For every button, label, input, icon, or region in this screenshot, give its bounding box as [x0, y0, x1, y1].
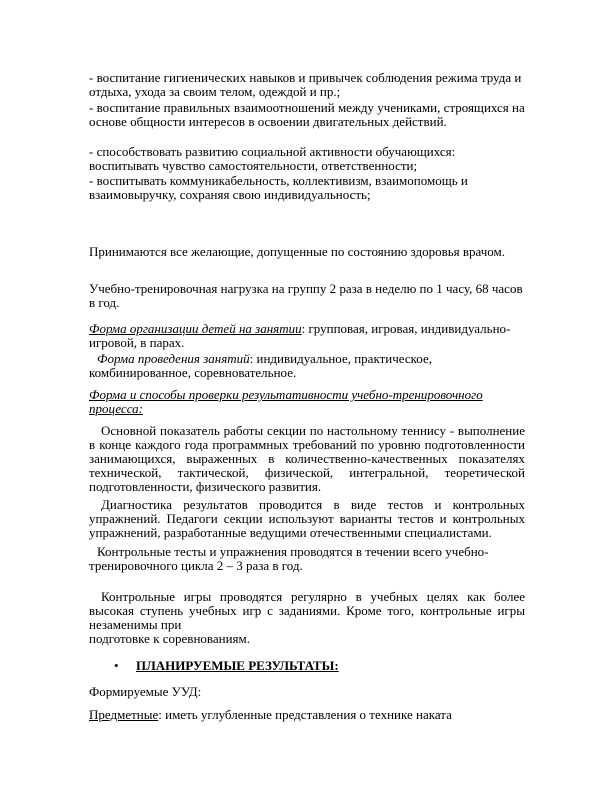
- goal-item-3: - способствовать развитию социальной активности обучающихся: воспитывать чувство самостоятельности, ответственности;: [89, 144, 456, 173]
- main-indicator-paragraph: Основной показатель работы секции по настольному теннису - выполнение в конце каждого года программных требований по уровню подготовленности занимающихся, выраженных в количественно-качественных показателях технической, тактической, физической, интегральной, теоретической подготовленности, физического развития.: [89, 423, 525, 494]
- control-games-paragraph: Контрольные игры проводятся регулярно в учебных целях как более высокая ступень учебных игр с заданиями. Кроме того, контрольные игры незаменимы при: [89, 589, 525, 632]
- organization-form-text: : групповая, игровая, индивидуально-игровой, в парах.: [89, 321, 511, 350]
- planned-results-heading: ПЛАНИРУЕМЫЕ РЕЗУЛЬТАТЫ:: [136, 658, 339, 673]
- conduct-form-paragraph: [89, 352, 525, 380]
- goal-item-1: - воспитание гигиенических навыков и привычек соблюдения режима труда и отдыха, ухода за своим телом, одеждой и пр.;: [89, 70, 522, 99]
- admission-paragraph: Принимаются все желающие, допущенные по состоянию здоровья врачом.: [89, 244, 506, 259]
- subject-results-text: : иметь углубленные представления о технике наката: [158, 707, 452, 722]
- uud-label: Формируемые УУД:: [89, 684, 202, 699]
- organization-form-label: Форма организации детей на занятии: [89, 321, 302, 336]
- control-games-paragraph-end: подготовке к соревнованиям.: [89, 631, 251, 646]
- subject-results-label: Предметные: [89, 707, 159, 722]
- control-tests-paragraph: Контрольные тесты и упражнения проводятся в течении всего учебно-тренировочного цикла 2 – 3 раза в год.: [89, 544, 489, 573]
- goal-item-2: - воспитание правильных взаимоотношений между учениками, строящихся на основе общности интересов в освоении двигательных действий.: [89, 100, 525, 129]
- check-methods-heading: Форма и способы проверки результативности учебно-тренировочного процесса:: [89, 387, 483, 416]
- planned-results-item: [108, 659, 525, 673]
- conduct-form-label: Форма проведения занятий: [97, 351, 250, 366]
- bullet-icon: •: [114, 658, 119, 673]
- goal-item-4: - воспитывать коммуникабельность, коллективизм, взаимопомощь и взаимовыручку, сохраняя свою индивидуальность;: [89, 173, 468, 202]
- subject-results-paragraph: [89, 708, 525, 722]
- diagnostics-paragraph: Диагностика результатов проводится в виде тестов и контрольных упражнений. Педагоги секции используют варианты тестов и контрольных упражнений, разработанные ведущими отечественными специалистами.: [89, 497, 525, 540]
- conduct-form-text: : индивидуальное, практическое, комбинированное, соревновательное.: [89, 351, 432, 380]
- organization-form-paragraph: [89, 322, 525, 350]
- training-load-paragraph: Учебно-тренировочная нагрузка на группу 2 раза в неделю по 1 часу, 68 часов в год.: [89, 281, 523, 310]
